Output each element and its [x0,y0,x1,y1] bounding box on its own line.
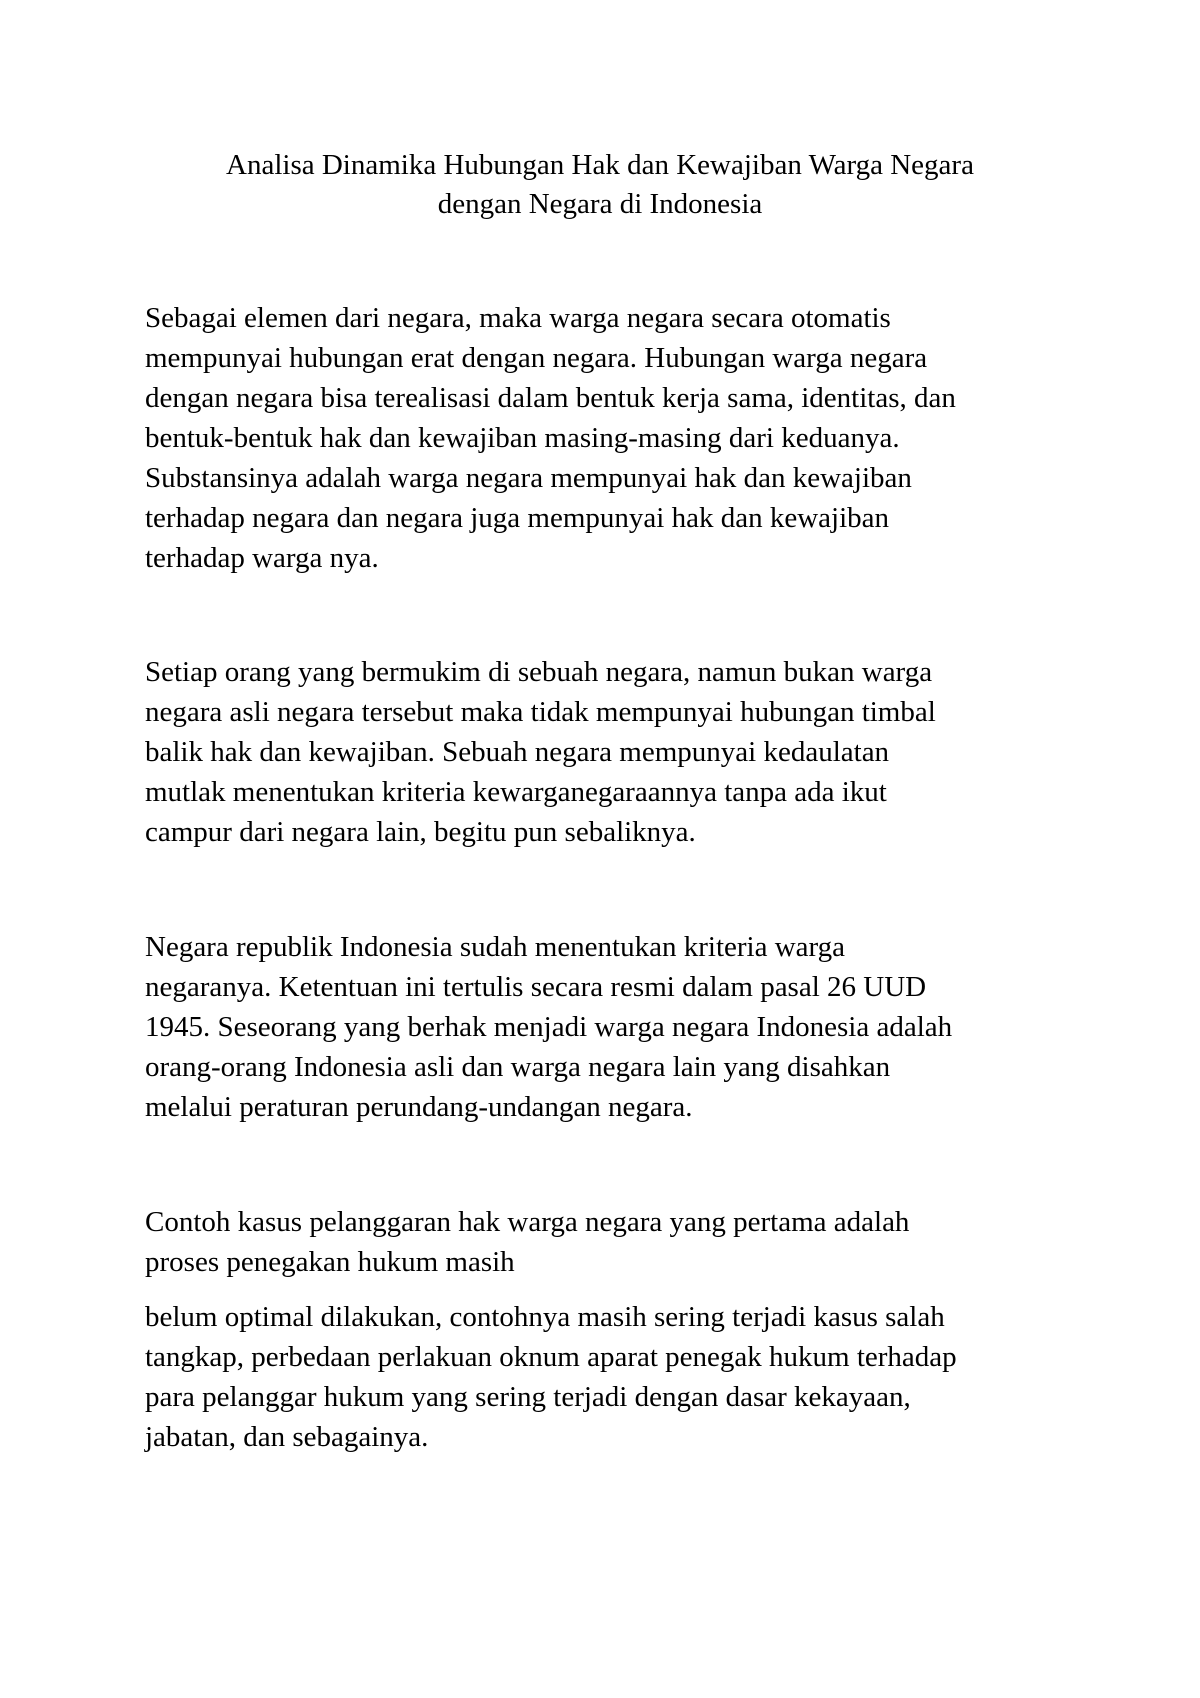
text-line: mempunyai hubungan erat dengan negara. Hubungan warga negara [145,342,928,374]
document-title [140,146,1060,224]
text-line: Sebagai elemen dari negara, maka warga negara secara otomatis [145,302,891,334]
paragraph-2 [145,652,1075,852]
text-line: bentuk-bentuk hak dan kewajiban masing-masing dari keduanya. [145,422,900,454]
text-line: orang-orang Indonesia asli dan warga negara lain yang disahkan [145,1051,891,1083]
text-line: para pelanggar hukum yang sering terjadi dengan dasar kekayaan, [145,1381,911,1413]
text-line: negaranya. Ketentuan ini tertulis secara resmi dalam pasal 26 UUD [145,971,927,1003]
paragraph-5 [145,1297,1075,1457]
paragraph-4 [145,1202,1075,1282]
text-line: dengan negara bisa terealisasi dalam bentuk kerja sama, identitas, dan [145,382,956,414]
text-line: tangkap, perbedaan perlakuan oknum aparat penegak hukum terhadap [145,1341,957,1373]
text-line: campur dari negara lain, begitu pun sebaliknya. [145,816,696,848]
text-line: Setiap orang yang bermukim di sebuah negara, namun bukan warga [145,656,933,688]
text-line: proses penegakan hukum masih [145,1246,515,1278]
text-line: jabatan, dan sebagainya. [145,1421,429,1453]
paragraph-1 [145,298,1075,578]
title-line: Analisa Dinamika Hubungan Hak dan Kewajiban Warga Negara [226,149,974,181]
text-line: Substansinya adalah warga negara mempunyai hak dan kewajiban [145,462,912,494]
text-line: 1945. Seseorang yang berhak menjadi warga negara Indonesia adalah [145,1011,953,1043]
paragraph-3 [145,927,1075,1127]
text-line: terhadap negara dan negara juga mempunyai hak dan kewajiban [145,502,890,534]
text-line: Negara republik Indonesia sudah menentukan kriteria warga [145,931,846,963]
text-line: mutlak menentukan kriteria kewarganegaraannya tanpa ada ikut [145,776,887,808]
text-line: balik hak dan kewajiban. Sebuah negara mempunyai kedaulatan [145,736,890,768]
text-line: melalui peraturan perundang-undangan negara. [145,1091,693,1123]
title-line: dengan Negara di Indonesia [437,188,763,220]
text-line: terhadap warga nya. [145,542,379,574]
text-line: negara asli negara tersebut maka tidak mempunyai hubungan timbal [145,696,936,728]
text-line: Contoh kasus pelanggaran hak warga negara yang pertama adalah [145,1206,910,1238]
text-line: belum optimal dilakukan, contohnya masih sering terjadi kasus salah [145,1301,945,1333]
